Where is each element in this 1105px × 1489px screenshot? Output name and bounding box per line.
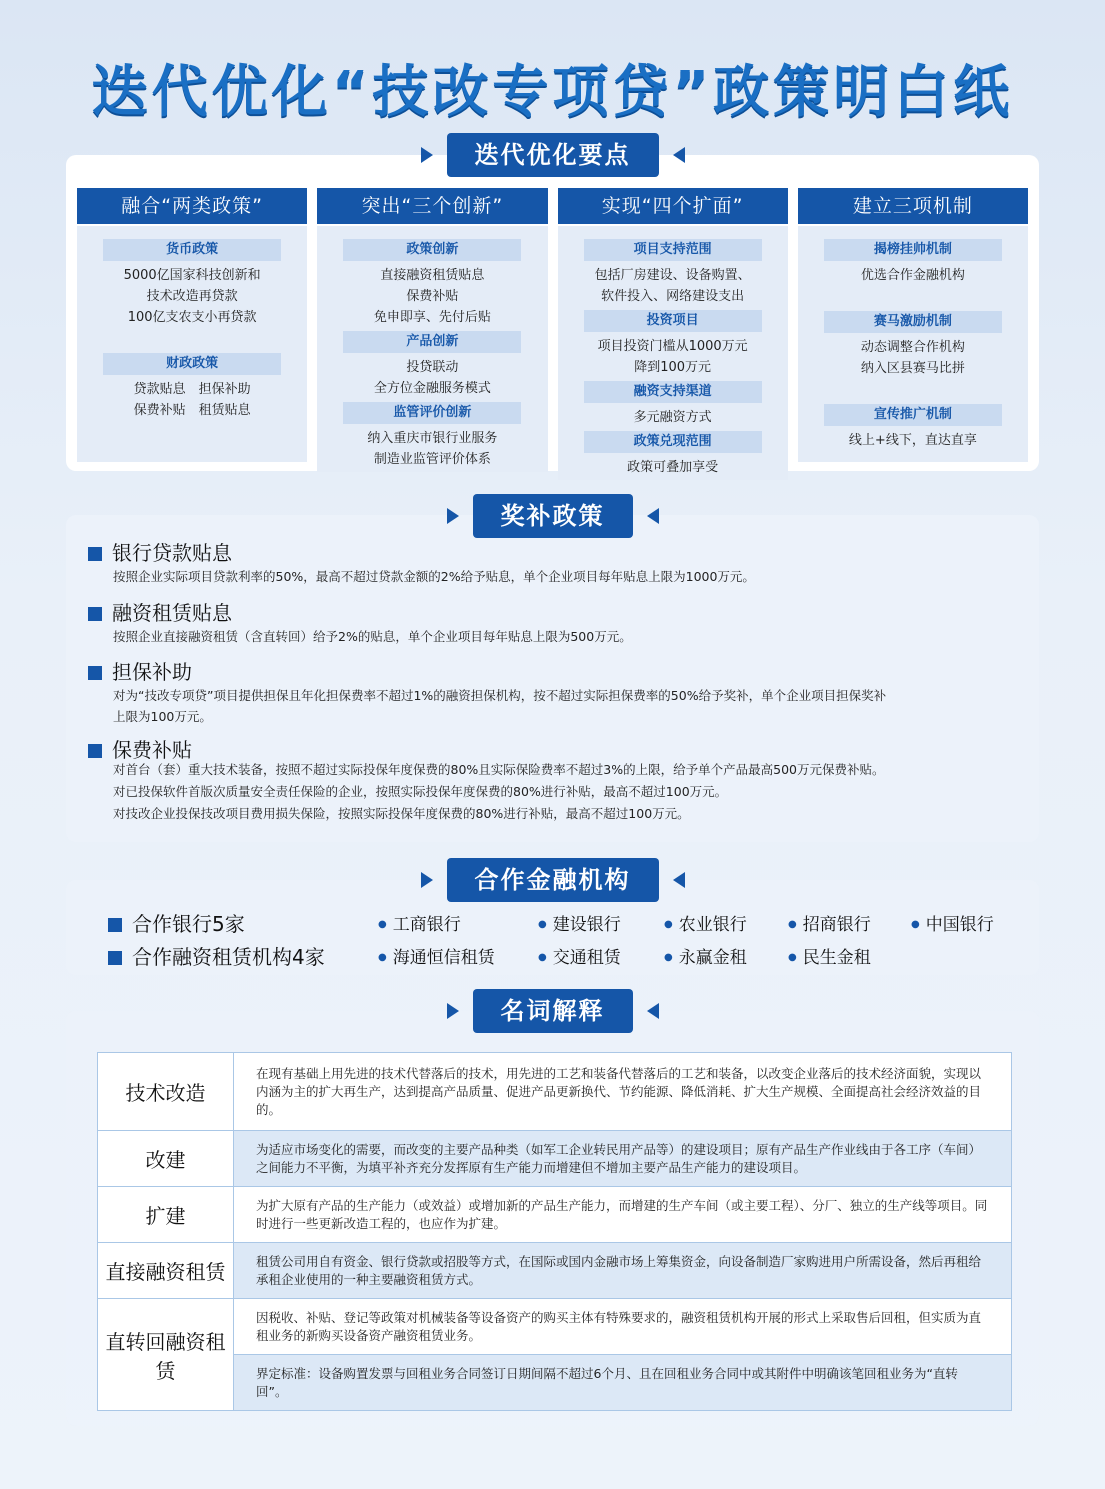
glossary-heading <box>0 989 1105 1033</box>
bank-item: ● 工商银行 <box>378 910 461 935</box>
column-body <box>77 226 307 462</box>
policy-text: 多元融资方式 <box>633 410 712 425</box>
reward-text: 按照企业直接融资租赁（含直转回）给予2%的贴息，单个企业项目每年贴息上限为500万元。 <box>113 629 632 644</box>
table-row <box>98 1299 1012 1355</box>
column-body <box>317 226 547 472</box>
policy-tag: 政策创新 <box>343 239 521 261</box>
policy-text: 政策可叠加享受 <box>627 460 719 475</box>
glossary-definition: 为扩大原有产品的生产能力（或效益）或增加新的产品生产能力，而增建的生产车间（或主要工程）、分厂、独立的生产线等项目。同时进行一些更新改造工程的，也应作为扩建。 <box>234 1187 1012 1243</box>
bank-item: ● 中国银行 <box>911 910 994 935</box>
policy-text: 纳入重庆市银行业服务 <box>367 431 498 446</box>
table-row <box>98 1243 1012 1299</box>
reward-title: 担保补助 <box>88 656 192 685</box>
square-bullet-icon <box>108 918 122 932</box>
arrow-right-icon <box>421 872 433 888</box>
policy-text: 5000亿国家科技创新和 <box>123 268 261 283</box>
page-title: 迭代优化“技改专项贷”政策明白纸 <box>91 60 1014 125</box>
bank-item: ● 农业银行 <box>664 910 747 935</box>
arrow-right-icon <box>447 508 459 524</box>
policy-text: 全方位金融服务模式 <box>373 381 491 396</box>
policy-tag: 货币政策 <box>103 239 281 261</box>
table-row <box>98 1131 1012 1187</box>
reward-text: 上限为100万元。 <box>113 709 212 724</box>
column-header: 建立三项机制 <box>798 188 1028 224</box>
leasing-item: ● 海通恒信租赁 <box>378 943 495 968</box>
column <box>798 188 1028 462</box>
section-label: 名词解释 <box>473 989 633 1033</box>
reward-title: 融资租赁贴息 <box>88 597 232 626</box>
leasing-item: ● 永赢金租 <box>664 943 747 968</box>
policy-text: 技术改造再贷款 <box>146 289 238 304</box>
policy-text: 保费补贴 <box>406 289 459 304</box>
section-label: 奖补政策 <box>473 494 633 538</box>
arrow-left-icon <box>673 147 685 163</box>
reward-title: 保费补贴 <box>88 734 192 763</box>
bank-category: 合作银行5家 <box>108 908 245 937</box>
glossary-definition: 为适应市场变化的需要，而改变的主要产品种类（如军工企业转民用产品等）的建设项目；原有产品生产作业线由于各工序（车间）之间能力不平衡，为填平补齐充分发挥原有生产能力而增建但不增加主要产品生产能力的建设项目。 <box>234 1131 1012 1187</box>
table-row <box>98 1187 1012 1243</box>
table-row <box>98 1053 1012 1131</box>
glossary-table <box>97 1052 1012 1411</box>
square-bullet-icon <box>88 607 102 621</box>
section-label: 迭代优化要点 <box>447 133 659 177</box>
policy-text: 软件投入、网络建设支出 <box>601 289 745 304</box>
column-body <box>558 226 788 480</box>
policy-text: 优选合作金融机构 <box>860 268 965 283</box>
policy-text: 直接融资租赁贴息 <box>380 268 485 283</box>
policy-tag: 融资支持渠道 <box>584 381 762 403</box>
glossary-definition: 界定标准：设备购置发票与回租业务合同签订日期间隔不超过6个月、且在回租业务合同中或其附件中明确该笔回租业务为“直转回”。 <box>234 1355 1012 1411</box>
column <box>77 188 307 462</box>
reward-text: 对技改企业投保技改项目费用损失保险，按照实际投保年度保费的80%进行补贴，最高不超过100万元。 <box>113 806 690 821</box>
policy-text: 保费补贴 租赁贴息 <box>133 403 251 418</box>
policy-tag: 财政政策 <box>103 353 281 375</box>
glossary-term: 改建 <box>98 1131 234 1187</box>
policy-text: 项目投资门槛从1000万元 <box>597 339 748 354</box>
reward-text: 对首台（套）重大技术装备，按照不超过实际投保年度保费的80%且实际保险费率不超过3%的上限，给予单个产品最高500万元保费补贴。 <box>113 762 885 777</box>
partners-heading <box>0 858 1105 902</box>
policy-tag: 宣传推广机制 <box>824 404 1002 426</box>
policy-text: 免申即享、先付后贴 <box>373 310 491 325</box>
bank-item: ● 建设银行 <box>538 910 621 935</box>
policy-tag: 赛马激励机制 <box>824 311 1002 333</box>
glossary-definition: 在现有基础上用先进的技术代替落后的技术，用先进的工艺和装备代替落后的工艺和装备，以改变企业落后的技术经济面貌，实现以内涵为主的扩大再生产，达到提高产品质量、促进产品更新换代、节约能源、降低消耗、扩大生产规模、全面提高社会经济效益的目的。 <box>234 1053 1012 1131</box>
arrow-left-icon <box>647 1003 659 1019</box>
square-bullet-icon <box>88 744 102 758</box>
column <box>317 188 547 467</box>
table-row <box>98 1355 1012 1411</box>
policy-tag: 产品创新 <box>343 331 521 353</box>
policy-tag: 政策兑现范围 <box>584 431 762 453</box>
glossary-term: 技术改造 <box>98 1053 234 1131</box>
key-points-heading <box>0 133 1105 177</box>
section-label: 合作金融机构 <box>447 858 659 902</box>
policy-text: 投贷联动 <box>406 360 459 375</box>
leasing-category: 合作融资租赁机构4家 <box>108 941 325 970</box>
square-bullet-icon <box>88 547 102 561</box>
reward-text: 对已投保软件首版次质量安全责任保险的企业，按照实际投保年度保费的80%进行补贴，最高不超过100万元。 <box>113 784 728 799</box>
policy-tag: 监管评价创新 <box>343 402 521 424</box>
square-bullet-icon <box>88 666 102 680</box>
policy-text: 包括厂房建设、设备购置、 <box>594 268 751 283</box>
arrow-right-icon <box>421 147 433 163</box>
glossary-term: 直转回融资租赁 <box>98 1299 234 1411</box>
arrow-right-icon <box>447 1003 459 1019</box>
policy-text: 降到100万元 <box>634 360 712 375</box>
policy-tag: 投资项目 <box>584 310 762 332</box>
policy-text: 纳入区县赛马比拼 <box>860 361 965 376</box>
policy-text: 线上+线下，直达直享 <box>848 433 977 448</box>
column-body <box>798 226 1028 462</box>
glossary-definition: 租赁公司用自有资金、银行贷款或招股等方式，在国际或国内金融市场上筹集资金，向设备制造厂家购进用户所需设备，然后再租给承租企业使用的一种主要融资租赁方式。 <box>234 1243 1012 1299</box>
reward-text: 按照企业实际项目贷款利率的50%，最高不超过贷款金额的2%给予贴息，单个企业项目每年贴息上限为1000万元。 <box>113 569 755 584</box>
column-header: 融合“两类政策” <box>77 188 307 224</box>
policy-text: 动态调整合作机构 <box>860 340 965 355</box>
column-header: 实现“四个扩面” <box>558 188 788 224</box>
reward-title: 银行贷款贴息 <box>88 537 232 566</box>
square-bullet-icon <box>108 951 122 965</box>
policy-text: 100亿支农支小再贷款 <box>127 310 257 325</box>
policy-tag: 项目支持范围 <box>584 239 762 261</box>
policy-text: 制造业监管评价体系 <box>373 452 491 467</box>
key-points-columns <box>77 188 1028 475</box>
policy-tag: 揭榜挂帅机制 <box>824 239 1002 261</box>
arrow-left-icon <box>647 508 659 524</box>
policy-text: 贷款贴息 担保补助 <box>133 382 251 397</box>
reward-text: 对为“技改专项贷”项目提供担保且年化担保费率不超过1%的融资担保机构，按不超过实际担保费率的50%给予奖补，单个企业项目担保奖补 <box>113 688 887 703</box>
glossary-term: 扩建 <box>98 1187 234 1243</box>
column <box>558 188 788 475</box>
leasing-item: ● 民生金租 <box>788 943 871 968</box>
column-header: 突出“三个创新” <box>317 188 547 224</box>
glossary-term: 直接融资租赁 <box>98 1243 234 1299</box>
glossary-definition: 因税收、补贴、登记等政策对机械装备等设备资产的购买主体有特殊要求的，融资租赁机构开展的形式上采取售后回租，但实质为直租业务的新购买设备资产融资租赁业务。 <box>234 1299 1012 1355</box>
rewards-heading <box>0 494 1105 538</box>
arrow-left-icon <box>673 872 685 888</box>
bank-item: ● 招商银行 <box>788 910 871 935</box>
leasing-item: ● 交通租赁 <box>538 943 621 968</box>
